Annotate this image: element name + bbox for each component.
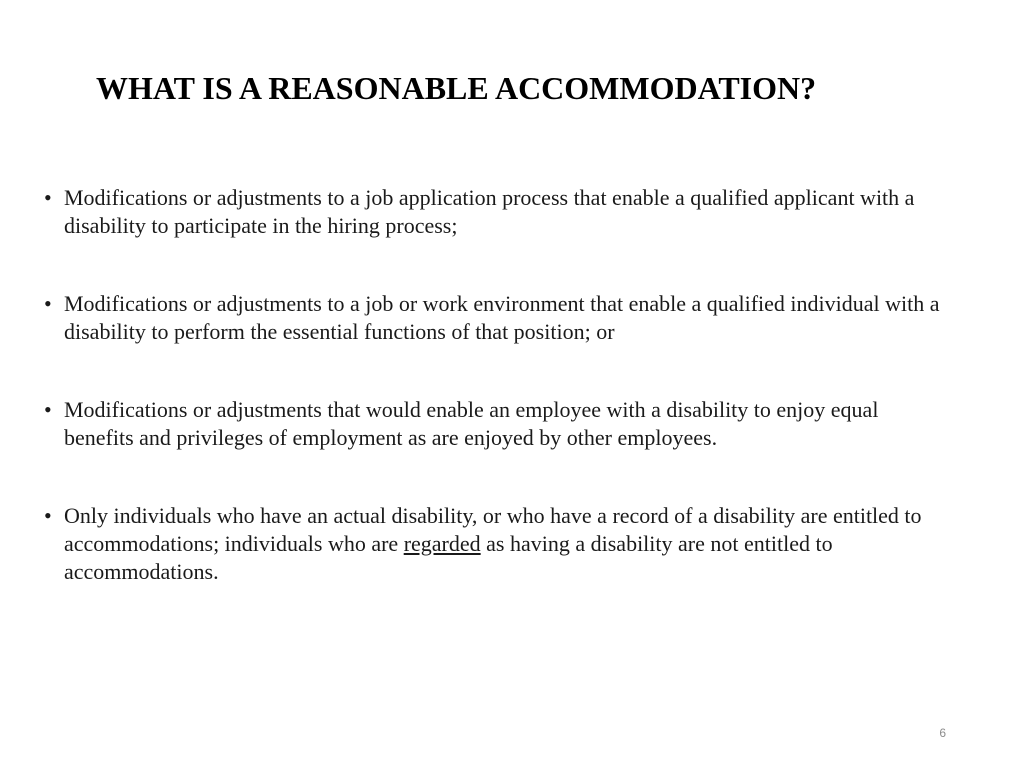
slide-title: WHAT IS A REASONABLE ACCOMMODATION? [96, 70, 817, 106]
bullet-dot-icon: • [44, 503, 52, 528]
bullet-item-entitlement [44, 502, 944, 586]
bullet-item-application-process [44, 184, 944, 240]
bullet-text: Modifications or adjustments to a job or work environment that enable a qualified individual with a disability to perform the essential functions of that position; or [64, 291, 940, 344]
bullet-dot-icon: • [44, 397, 52, 422]
bullet-text-before: Only individuals who have an actual disability, or who have a record of a disability are entitled to accommodations; individuals who are [64, 503, 922, 556]
bullet-list [44, 184, 944, 636]
bullet-text: Modifications or adjustments that would enable an employee with a disability to enjoy equal benefits and privileges of employment as are enjoyed by other employees. [64, 397, 879, 450]
regarded-term: regarded [403, 531, 481, 556]
bullet-item-equal-benefits [44, 396, 944, 452]
bullet-item-work-environment [44, 290, 944, 346]
bullet-text-after: as having a disability are not entitled to accommodations. [64, 531, 833, 584]
bullet-dot-icon: • [44, 291, 52, 316]
bullet-text: Modifications or adjustments to a job application process that enable a qualified applicant with a disability to participate in the hiring process; [64, 185, 915, 238]
slide-number: 6 [939, 726, 946, 740]
bullet-dot-icon: • [44, 185, 52, 210]
